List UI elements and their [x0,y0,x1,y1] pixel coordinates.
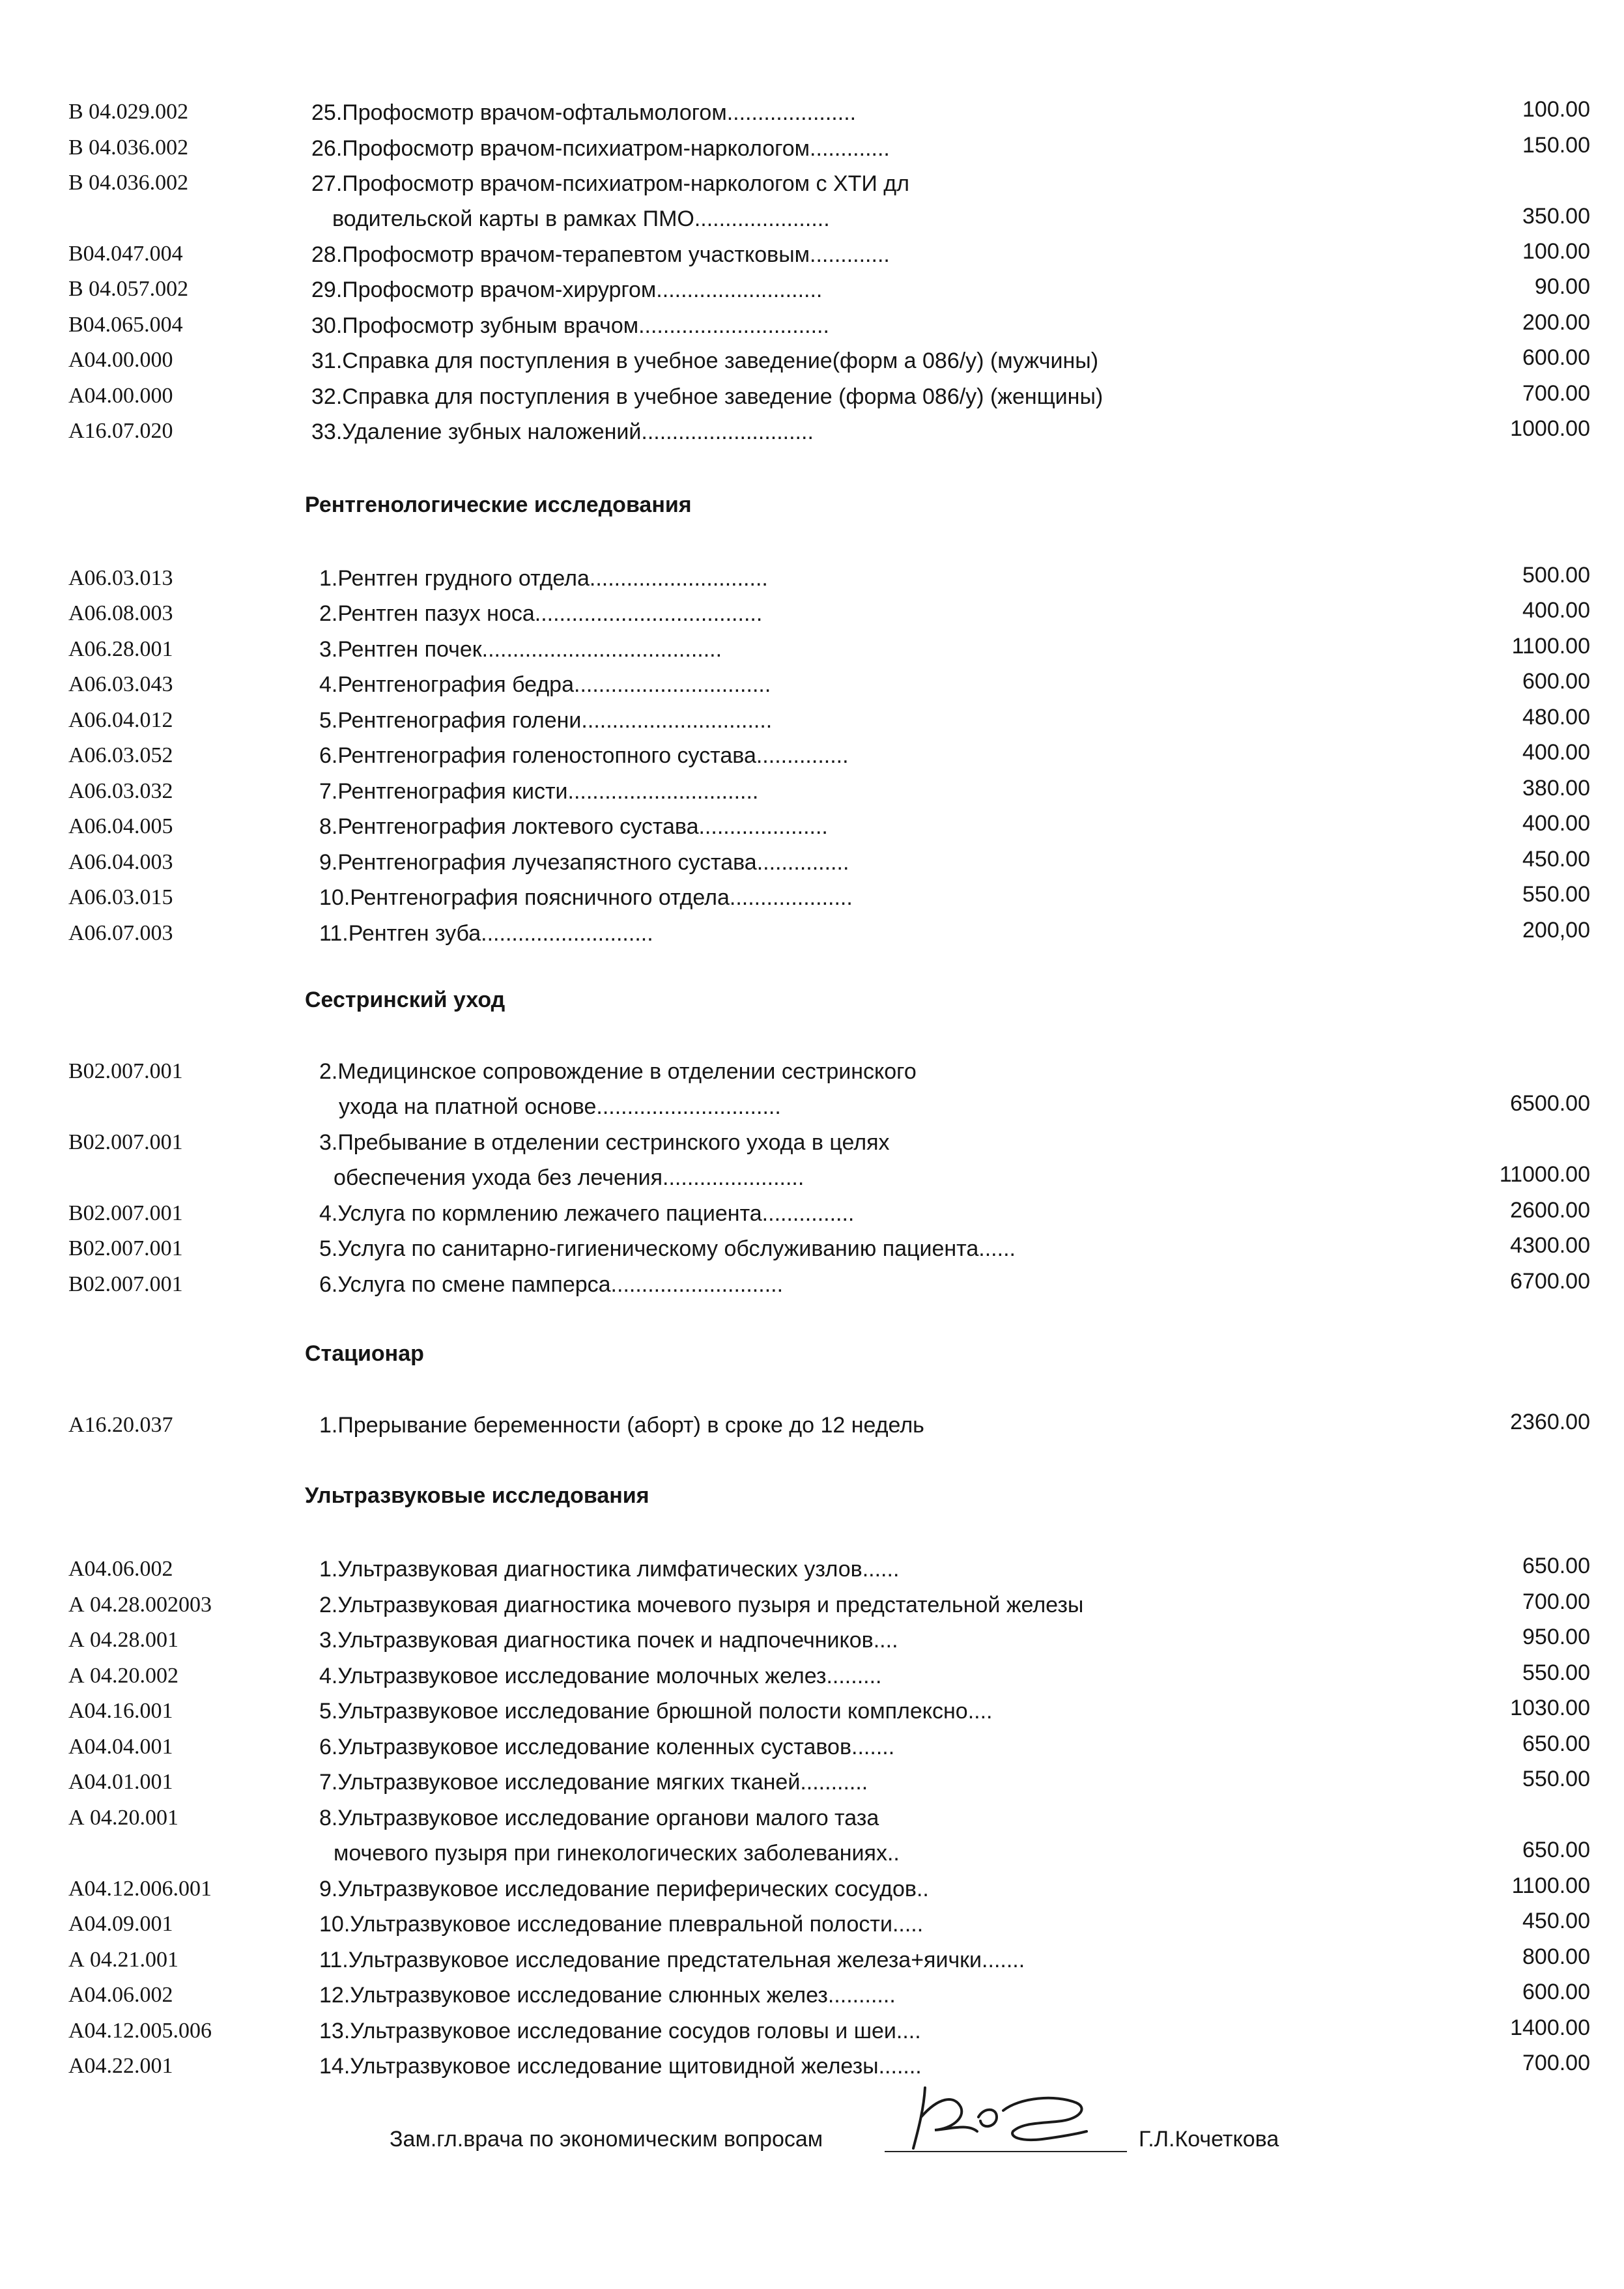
service-price: 2600.00 [1510,1198,1590,1223]
service-description: 1.Прерывание беременности (аборт) в сроке до 12 недель [319,1413,924,1438]
service-price: 550.00 [1522,1660,1590,1685]
service-price: 400.00 [1522,740,1590,765]
service-description: 30.Профосмотр зубным врачом............................... [311,313,829,338]
service-price: 2360.00 [1510,1410,1590,1434]
service-price: 480.00 [1522,705,1590,730]
service-description: 4.Услуга по кормлению лежачего пациента............... [319,1201,855,1226]
service-price: 650.00 [1522,1731,1590,1756]
service-description: 4.Ультразвуковое исследование молочных желез......... [319,1664,882,1688]
service-price: 500.00 [1522,563,1590,588]
service-description: 12.Ультразвуковое исследование слюнных желез........... [319,1983,896,2008]
service-code: А 04.28.001 [68,1628,179,1652]
service-price: 200,00 [1522,918,1590,943]
service-description: 5.Ультразвуковое исследование брюшной полости комплексно.... [319,1699,993,1724]
service-description: 3.Ультразвуковая диагностика почек и надпочечников.... [319,1628,898,1653]
service-code: А04.01.001 [68,1770,173,1794]
service-code: В04.047.004 [68,242,183,266]
service-code: В 04.057.002 [68,277,189,301]
service-code: А04.09.001 [68,1912,173,1936]
service-code: А 04.21.001 [68,1948,179,1972]
service-description: 9.Рентгенография лучезапястного сустава............... [319,850,849,875]
service-price: 400.00 [1522,811,1590,836]
service-description: 10.Рентгенография поясничного отдела.................... [319,885,853,910]
service-code: А06.04.005 [68,814,173,838]
service-description: 3.Пребывание в отделении сестринского ухода в целях [319,1130,890,1155]
service-code: А04.12.005.006 [68,2019,212,2043]
service-price: 350.00 [1522,204,1590,229]
service-code: В02.007.001 [68,1130,183,1154]
service-code: А06.03.015 [68,885,173,909]
service-price: 1030.00 [1510,1696,1590,1720]
service-code: А06.08.003 [68,601,173,625]
service-price: 550.00 [1522,1767,1590,1791]
service-description-continued: мочевого пузыря при гинекологических заболеваниях.. [334,1841,900,1866]
service-code: А06.04.003 [68,850,173,874]
service-code: А06.03.043 [68,672,173,696]
service-description: 6.Рентгенография голеностопного сустава............... [319,743,849,768]
service-description: 26.Профосмотр врачом-психиатром-наркологом............. [311,136,890,161]
service-price: 400.00 [1522,598,1590,623]
service-description: 25.Профосмотр врачом-офтальмологом..................... [311,100,857,125]
service-price: 600.00 [1522,669,1590,694]
service-code: А04.22.001 [68,2054,173,2078]
service-price: 600.00 [1522,345,1590,370]
service-price: 4300.00 [1510,1233,1590,1258]
service-description: 33.Удаление зубных наложений............................ [311,419,814,444]
service-code: В 04.036.002 [68,135,189,160]
signatory-position: Зам.гл.врача по экономическим вопросам [390,2127,823,2152]
service-price: 600.00 [1522,1980,1590,2004]
service-description: 6.Услуга по смене памперса............................ [319,1272,784,1297]
service-price: 200.00 [1522,310,1590,335]
service-price: 1100.00 [1511,634,1590,659]
service-description-continued: ухода на платной основе.............................. [339,1094,781,1119]
service-price: 650.00 [1522,1554,1590,1578]
service-price: 450.00 [1522,1909,1590,1933]
service-description: 32.Справка для поступления в учебное заведение (форма 086/у) (женщины) [311,384,1104,409]
service-code: А04.00.000 [68,348,173,372]
service-code: А04.06.002 [68,1983,173,2007]
service-code: А04.06.002 [68,1557,173,1581]
service-description-continued: водительской карты в рамках ПМО...................... [332,206,830,231]
signatory-name: Г.Л.Кочеткова [1139,2127,1279,2152]
service-code: В 04.029.002 [68,100,189,124]
service-description: 4.Рентгенография бедра................................ [319,672,771,697]
service-code: В02.007.001 [68,1236,183,1260]
section-heading: Ультразвуковые исследования [305,1483,649,1508]
service-description: 1.Ультразвуковая диагностика лимфатических узлов...... [319,1557,900,1582]
service-price: 1400.00 [1510,2015,1590,2040]
section-heading: Стационар [305,1341,424,1366]
service-description-continued: обеспечения ухода без лечения....................... [334,1165,805,1190]
service-description: 10.Ультразвуковое исследование плевральной полости..... [319,1912,924,1937]
service-price: 1100.00 [1511,1873,1590,1898]
service-price: 11000.00 [1499,1162,1590,1187]
service-price: 150.00 [1522,133,1590,158]
service-code: А04.04.001 [68,1735,173,1759]
service-code: А 04.20.001 [68,1806,179,1830]
service-description: 9.Ультразвуковое исследование периферических сосудов.. [319,1877,929,1901]
service-price: 100.00 [1522,97,1590,122]
service-code: А16.20.037 [68,1413,173,1437]
service-code: А06.07.003 [68,921,173,945]
service-price: 6700.00 [1510,1269,1590,1294]
service-code: А 04.28.002003 [68,1593,212,1617]
service-price: 380.00 [1522,776,1590,801]
service-description: 3.Рентген почек....................................... [319,637,722,662]
service-code: А16.07.020 [68,419,173,443]
service-description: 2.Медицинское сопровождение в отделении сестринского [319,1059,917,1084]
service-price: 700.00 [1522,1589,1590,1614]
service-code: А06.03.052 [68,743,173,767]
service-description: 5.Рентгенография голени............................... [319,708,773,733]
service-price: 700.00 [1522,381,1590,406]
service-code: В02.007.001 [68,1059,183,1083]
section-heading: Сестринский уход [305,988,506,1012]
section-heading: Рентгенологические исследования [305,492,692,517]
service-code: В02.007.001 [68,1272,183,1296]
service-price: 550.00 [1522,882,1590,907]
service-code: В 04.036.002 [68,171,189,195]
service-code: А 04.20.002 [68,1664,179,1688]
service-price: 800.00 [1522,1944,1590,1969]
service-price: 100.00 [1522,239,1590,264]
service-description: 7.Ультразвуковое исследование мягких тканей........... [319,1770,868,1795]
service-description: 8.Рентгенография локтевого сустава..................... [319,814,828,839]
service-description: 5.Услуга по санитарно-гигиеническому обслуживанию пациента...... [319,1236,1016,1261]
service-code: А04.12.006.001 [68,1877,212,1901]
service-price: 6500.00 [1510,1091,1590,1116]
service-description: 31.Справка для поступления в учебное заведение(форм а 086/у) (мужчины) [311,348,1099,373]
handwritten-signature [905,2071,1094,2156]
service-description: 1.Рентген грудного отдела............................. [319,566,768,591]
service-code: В04.065.004 [68,313,183,337]
service-code: А06.03.013 [68,566,173,590]
service-code: А04.00.000 [68,384,173,408]
service-description: 29.Профосмотр врачом-хирургом........................... [311,277,823,302]
service-description: 11.Ультразвуковое исследование предстательная железа+яички....... [319,1948,1025,1972]
service-description: 2.Ультразвуковая диагностика мочевого пузыря и предстательной железы [319,1593,1084,1617]
service-description: 11.Рентген зуба............................ [319,921,653,946]
service-description: 7.Рентгенография кисти............................... [319,779,759,804]
service-price: 90.00 [1534,274,1590,299]
service-description: 6.Ультразвуковое исследование коленных суставов....... [319,1735,895,1759]
service-description: 8.Ультразвуковое исследование органови малого таза [319,1806,879,1830]
service-price: 1000.00 [1510,416,1590,441]
service-description: 14.Ультразвуковое исследование щитовидной железы....... [319,2054,922,2079]
service-description: 28.Профосмотр врачом-терапевтом участковым............. [311,242,890,267]
service-description: 27.Профосмотр врачом-психиатром-наркологом с ХТИ дл [311,171,909,196]
service-code: А06.03.032 [68,779,173,803]
service-price: 700.00 [1522,2051,1590,2075]
service-price: 950.00 [1522,1625,1590,1649]
service-code: В02.007.001 [68,1201,183,1225]
service-code: А06.28.001 [68,637,173,661]
service-description: 13.Ультразвуковое исследование сосудов головы и шеи.... [319,2019,921,2043]
service-code: А04.16.001 [68,1699,173,1723]
service-description: 2.Рентген пазух носа..................................... [319,601,763,626]
service-code: А06.04.012 [68,708,173,732]
service-price: 450.00 [1522,847,1590,872]
service-price: 650.00 [1522,1838,1590,1862]
